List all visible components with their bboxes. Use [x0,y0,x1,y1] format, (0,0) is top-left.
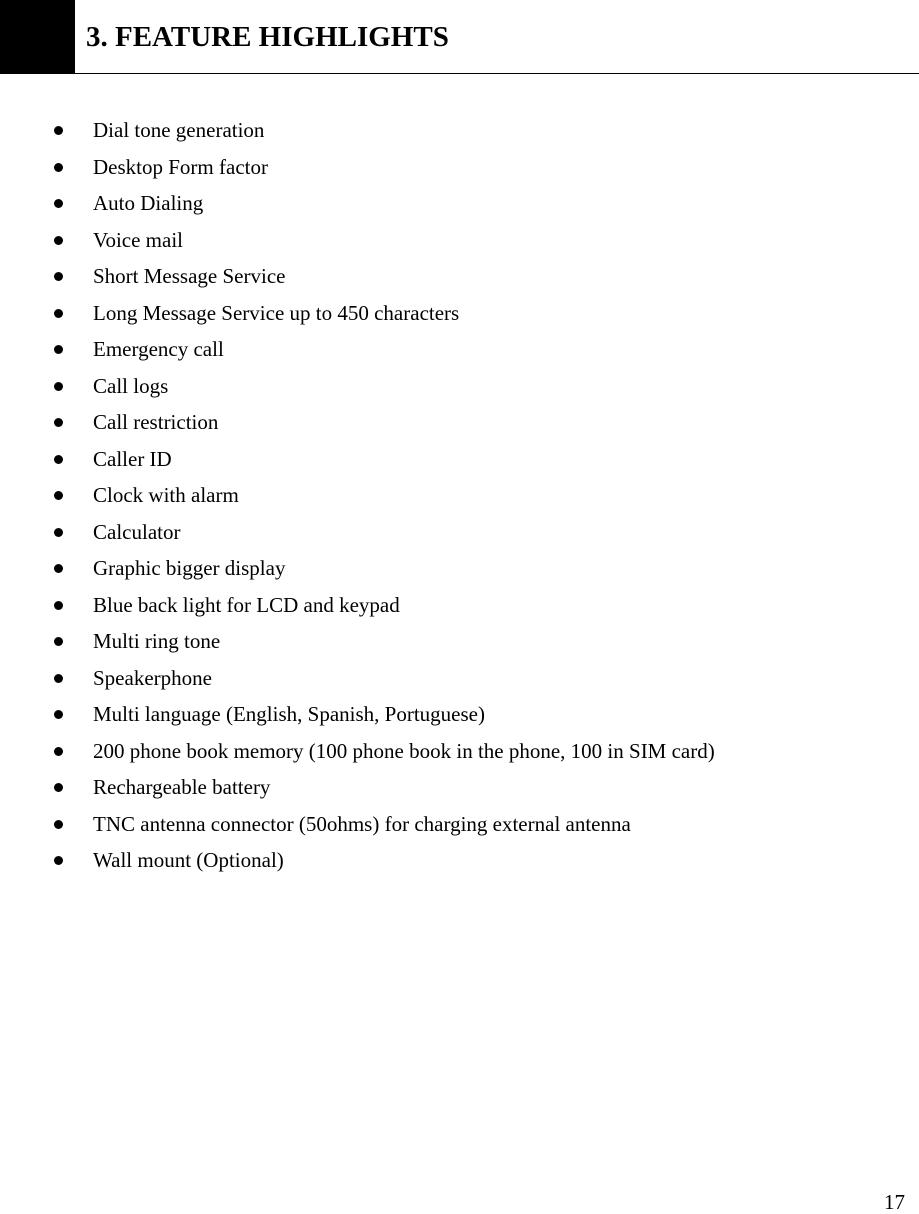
bullet-icon [54,418,63,427]
section-header [0,0,919,75]
bullet-icon [54,820,63,829]
feature-text: Desktop Form factor [93,154,268,179]
feature-text: Calculator [93,519,181,544]
bullet-icon [54,528,63,537]
feature-text: Rechargeable battery [93,775,271,799]
feature-text: Call restriction [93,410,219,434]
bullet-icon [54,126,63,135]
feature-text: Auto Dialing [93,191,204,215]
bullet-icon [54,272,63,281]
bullet-icon [54,382,63,391]
bullet-icon [54,601,63,610]
bullet-icon [54,674,63,683]
bullet-icon [54,345,63,354]
feature-text: Dial tone generation [93,118,265,142]
feature-text: Speakerphone [93,665,212,690]
bullet-icon [54,455,63,464]
feature-text: Multi ring tone [93,629,221,653]
bullet-icon [54,747,63,756]
bullet-icon [54,564,63,573]
feature-text: 200 phone book memory (100 phone book in the phone, 100 in SIM card) [93,738,715,763]
bullet-icon [54,710,63,719]
feature-text: Long Message Service up to 450 characters [93,300,460,325]
feature-text: Call logs [93,373,169,398]
bullet-icon [54,309,63,318]
feature-text: Emergency call [93,337,224,361]
feature-text: Multi language (English, Spanish, Portuguese) [93,702,485,726]
feature-text: Clock with alarm [93,483,239,507]
feature-text: Graphic bigger display [93,556,286,580]
bullet-icon [54,236,63,245]
header-black-block [0,0,75,74]
header-divider [75,73,919,74]
bullet-icon [54,199,63,208]
feature-text: TNC antenna connector (50ohms) for charging external antenna [93,811,631,836]
bullet-icon [54,491,63,500]
bullet-icon [54,637,63,646]
bullet-icon [54,783,63,792]
feature-text: Voice mail [93,227,184,252]
section-title: 3. FEATURE HIGHLIGHTS [86,21,449,53]
feature-text: Wall mount (Optional) [93,848,284,872]
feature-text: Short Message Service [93,264,286,288]
bullet-icon [54,163,63,172]
feature-text: Blue back light for LCD and keypad [93,592,400,617]
page-number: 17 [884,1190,905,1214]
bullet-icon [54,856,63,865]
feature-text: Caller ID [93,446,172,471]
